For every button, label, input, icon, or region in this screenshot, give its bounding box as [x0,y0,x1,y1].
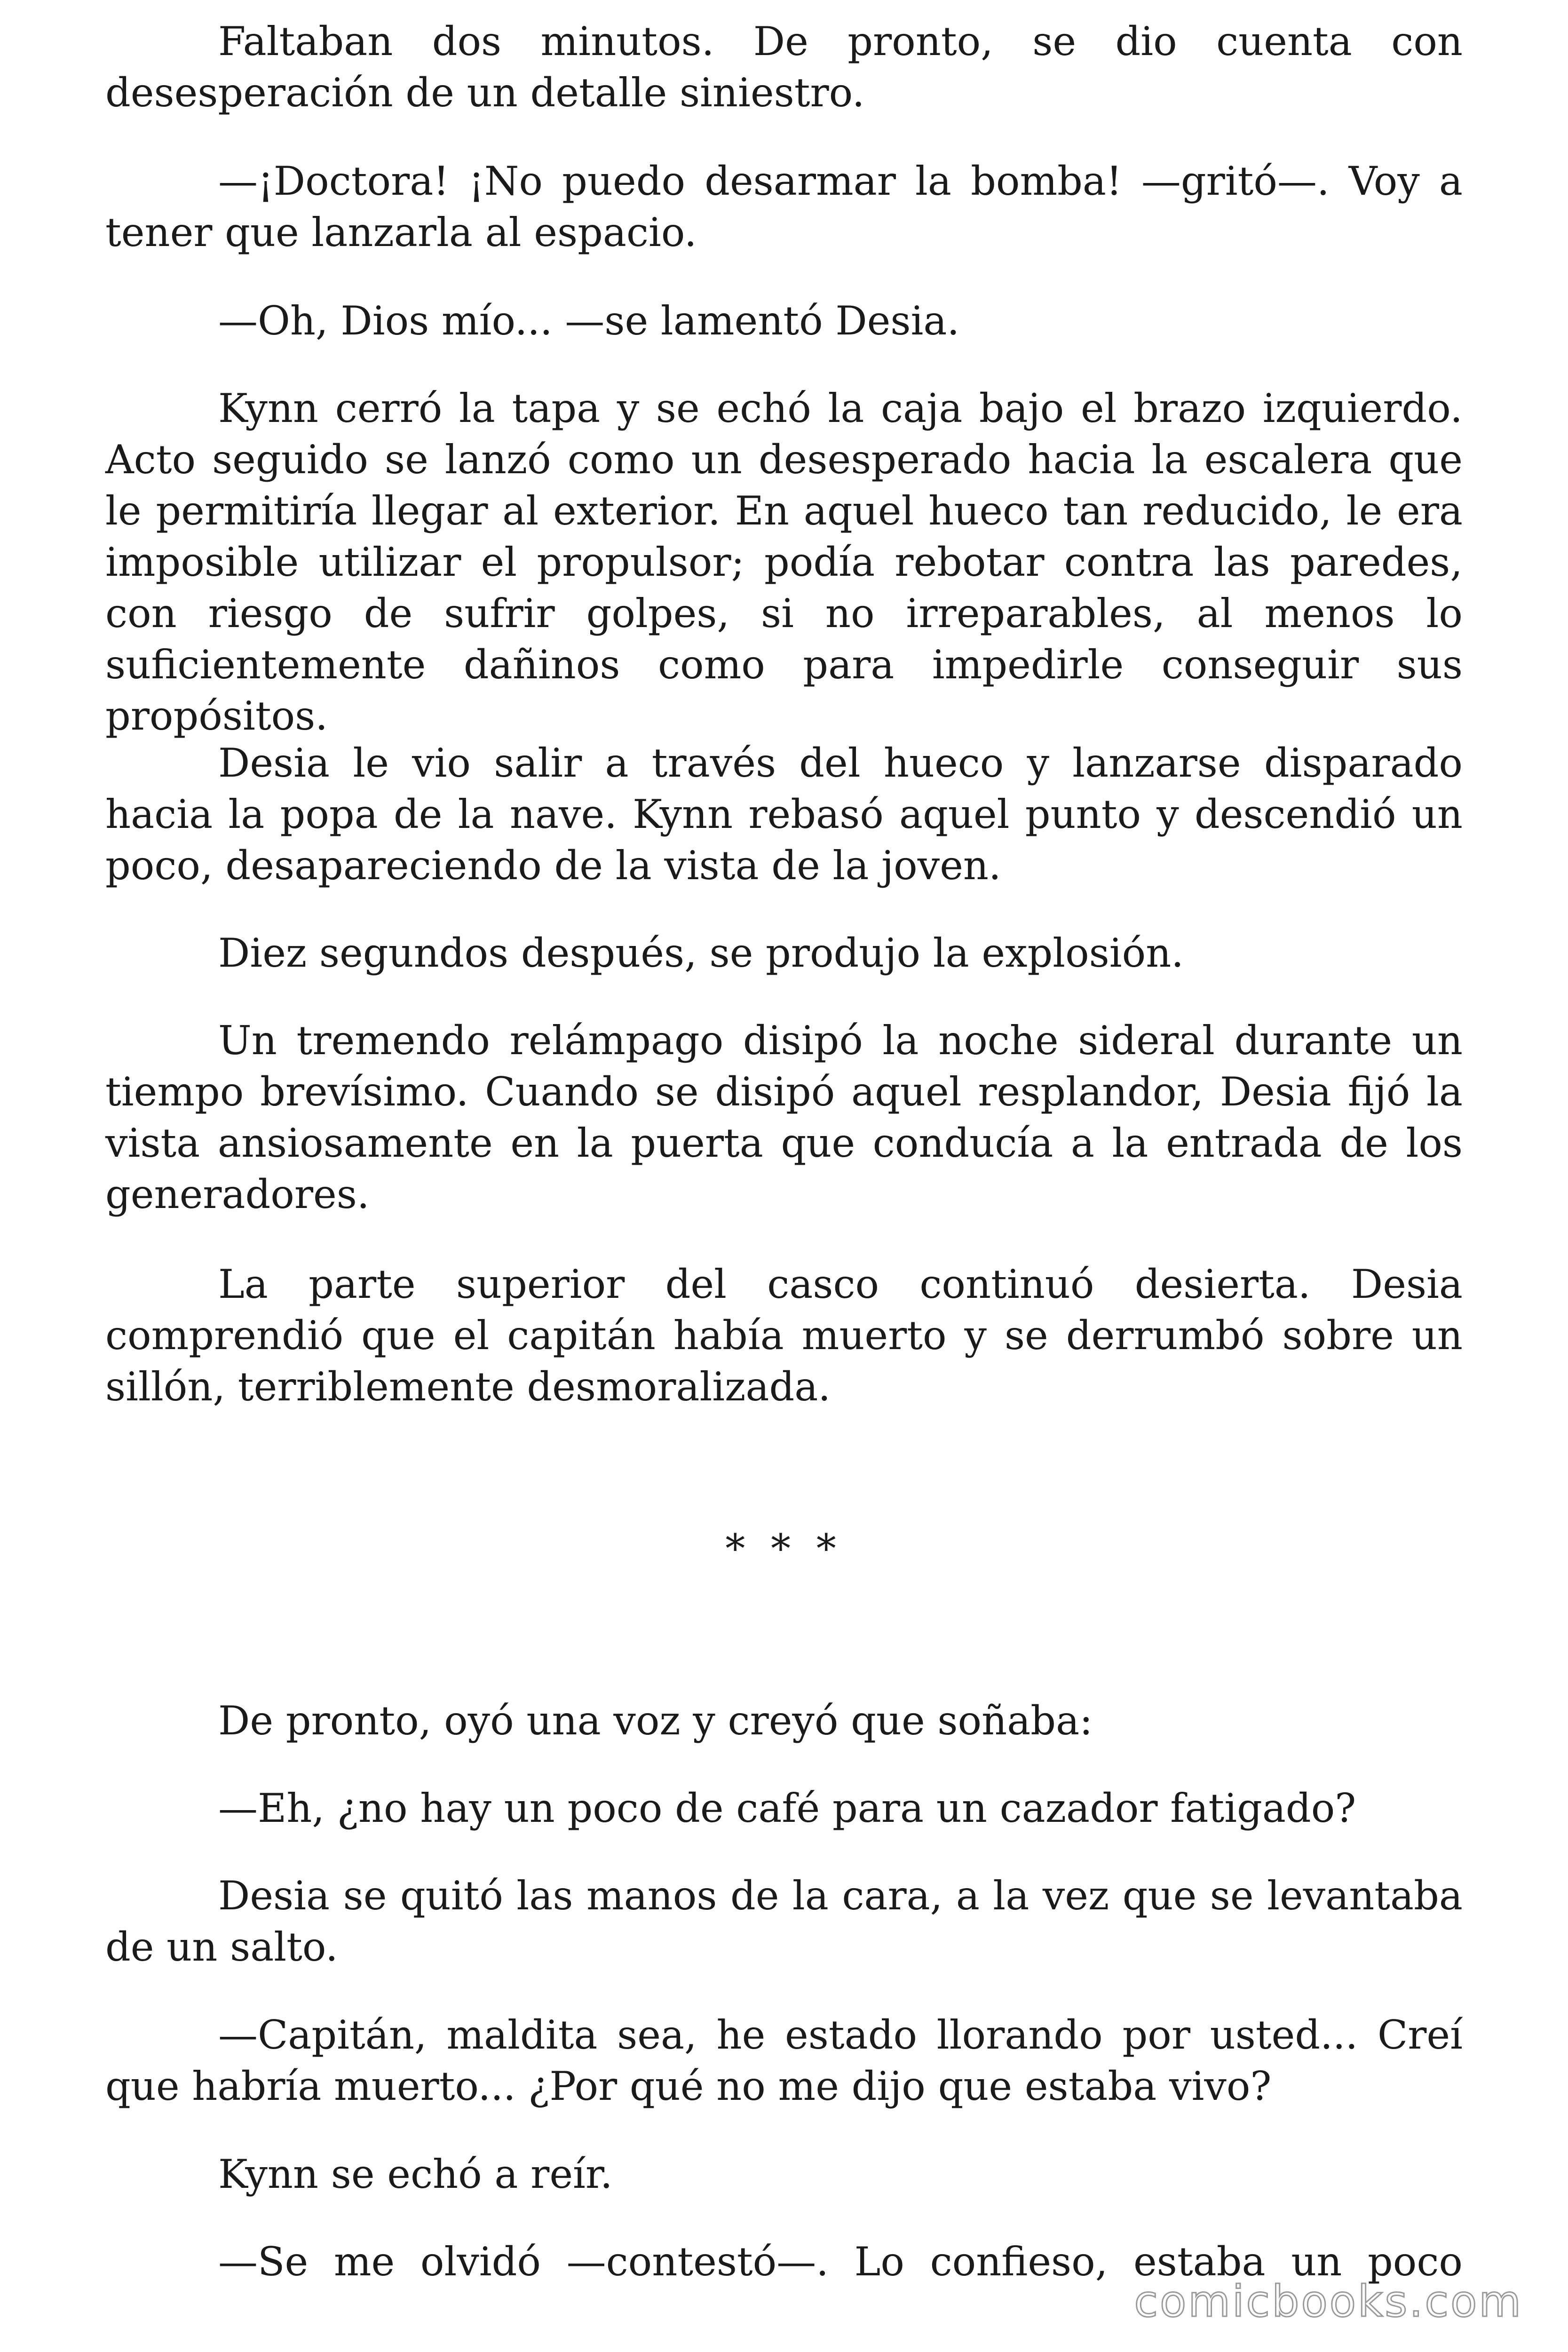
paragraph-10: —Eh, ¿no hay un poco de café para un cazador fatigado? [218,1785,1356,1831]
paragraph-8: La parte superior del casco continuó desierta. Desia comprendió que el capitán había muerto y se derrumbó sobre un sillón, terriblemente desmoralizada. [105,1261,1463,1410]
paragraph-7: Un tremendo relámpago disipó la noche sideral durante un tiempo brevísimo. Cuando se disipó aquel resplandor, Desia fijó la vista ansiosamente en la puerta que conducía a la entrada de los generadores. [105,1017,1463,1217]
paragraph-6: Diez segundos después, se produjo la explosión. [218,930,1184,976]
paragraph-13: Kynn se echó a reír. [218,2151,613,2197]
paragraph-1: Faltaban dos minutos. De pronto, se dio cuenta con desesperación de un detalle siniestro. [105,18,1463,116]
scene-break: * * * [725,1526,843,1572]
paragraph-12: —Capitán, maldita sea, he estado llorando por usted... Creí que habría muerto... ¿Por qué no me dijo que estaba vivo? [105,2012,1463,2109]
paragraph-11: Desia se quitó las manos de la cara, a la vez que se levantaba de un salto. [105,1873,1463,1970]
paragraph-3: —Oh, Dios mío... —se lamentó Desia. [218,298,960,344]
paragraph-4: Kynn cerró la tapa y se echó la caja bajo el brazo izquierdo. Acto seguido se lanzó como un desesperado hacia la escalera que le permitiría llegar al exterior. En aquel hueco tan reducido, le era imposible utilizar el propulsor; podía rebotar contra las paredes, con riesgo de sufrir golpes, si no irreparables, al menos lo suficientemente dañinos como para impedirle conseguir sus propósitos. [105,385,1463,739]
watermark: comicbooks.com [1134,2276,1523,2327]
paragraph-2: —¡Doctora! ¡No puedo desarmar la bomba! —gritó—. Voy a tener que lanzarla al espacio. [105,158,1463,255]
paragraph-5: Desia le vio salir a través del hueco y lanzarse disparado hacia la popa de la nave. Kynn rebasó aquel punto y descendió un poco, desapareciendo de la vista de la joven. [105,740,1463,889]
paragraph-14: —Se me olvidó —contestó—. Lo confieso, estaba un poco [218,2239,1463,2285]
paragraph-9: De pronto, oyó una voz y creyó que soñaba: [218,1698,1093,1744]
